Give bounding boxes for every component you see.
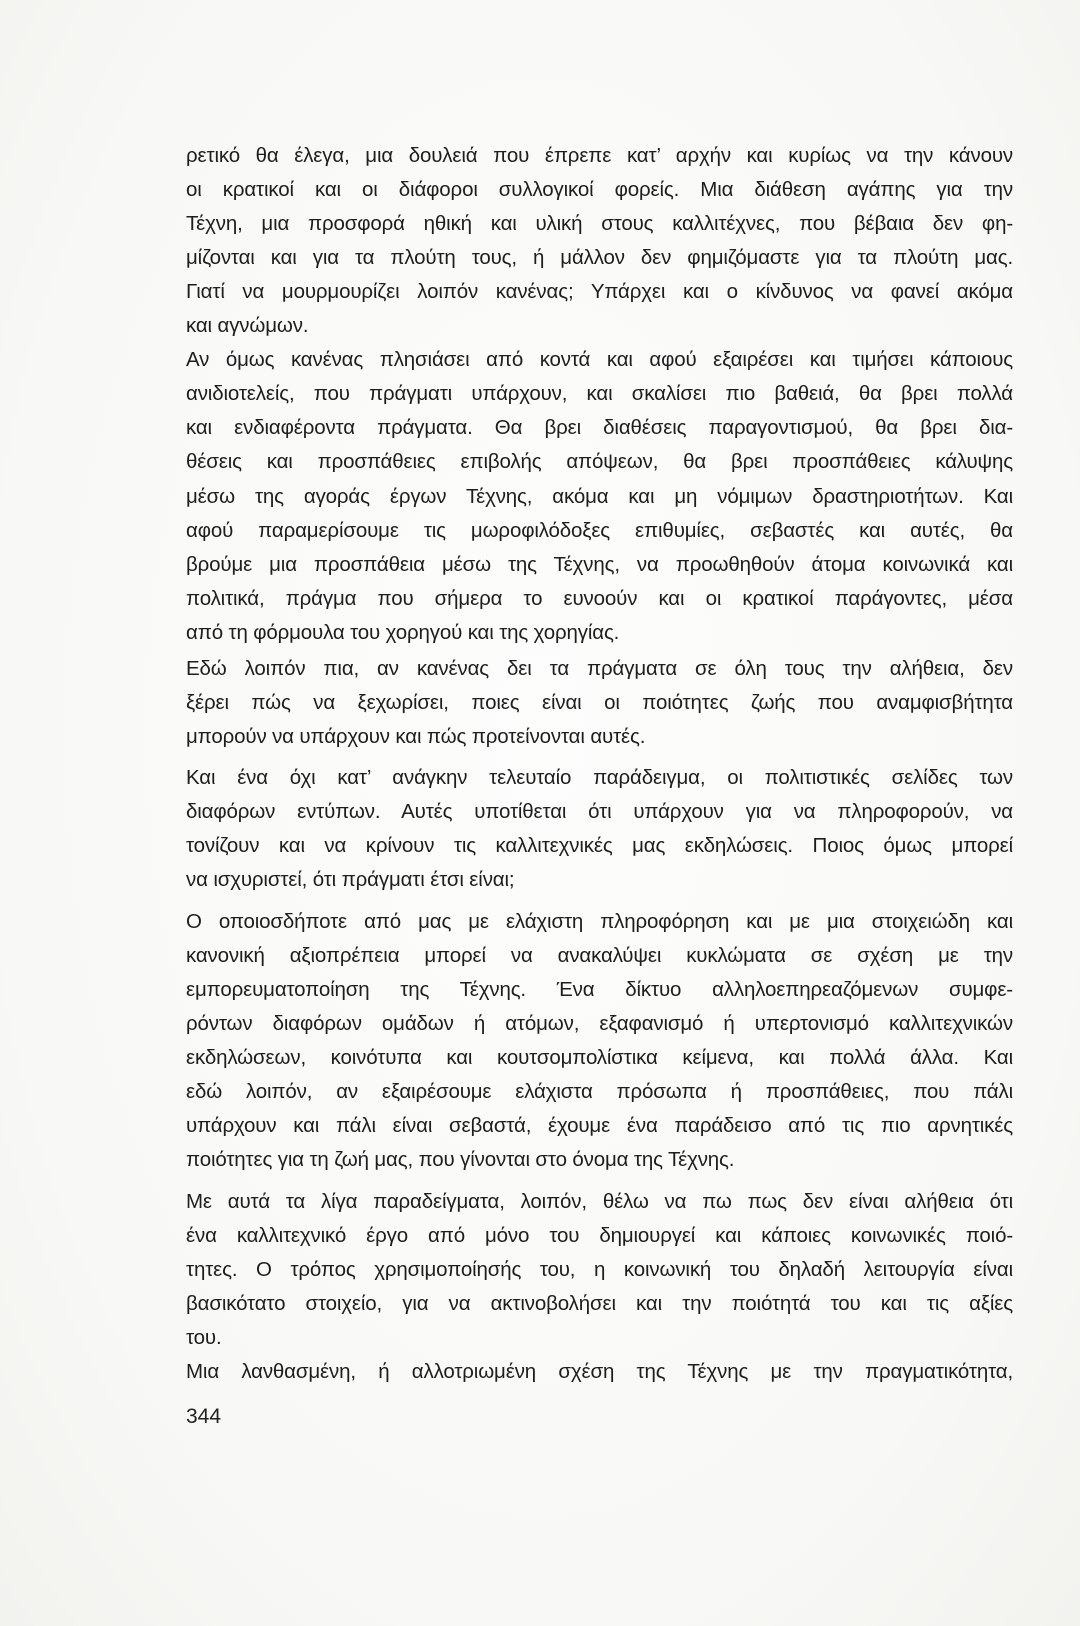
text-line: εμπορευματοποίηση της Τέχνης. Ένα δίκτυο αλληλοεπηρεαζόμενων συμφε- <box>186 978 1013 1001</box>
text-line: κανονική αξιοπρέπεια μπορεί να ανακαλύψει κυκλώματα σε σχέση με την <box>186 944 1013 967</box>
text-line: Αν όμως κανένας πλησιάσει από κοντά και αφού εξαιρέσει και τιμήσει κάποιους <box>186 348 1013 371</box>
text-line: από τη φόρμουλα του χορηγού και της χορηγίας. <box>186 621 620 644</box>
text-line: εκδηλώσεων, κοινότυπα και κουτσομπολίστικα κείμενα, και πολλά άλλα. Και <box>186 1046 1013 1069</box>
text-line: και ενδιαφέροντα πράγματα. Θα βρει διαθέσεις παραγοντισμού, θα βρει δια- <box>186 416 1013 439</box>
text-line: τονίζουν και να κρίνουν τις καλλιτεχνικές μας εκδηλώσεις. Ποιος όμως μπορεί <box>186 834 1013 857</box>
text-line: ρετικό θα έλεγα, μια δουλειά που έπρεπε κατ’ αρχήν και κυρίως να την κάνουν <box>186 144 1013 167</box>
text-line: βασικότατο στοιχείο, για να ακτινοβολήσει και την ποιότητά του και τις αξίες <box>186 1292 1013 1315</box>
text-line: μέσω της αγοράς έργων Τέχνης, ακόμα και μη νόμιμων δραστηριοτήτων. Και <box>186 485 1013 508</box>
text-line: ανιδιοτελείς, που πράγματι υπάρχουν, και σκαλίσει πιο βαθειά, θα βρει πολλά <box>186 382 1013 405</box>
text-line: Και ένα όχι κατ’ ανάγκην τελευταίο παράδειγμα, οι πολιτιστικές σελίδες των <box>186 766 1013 789</box>
text-line: ξέρει πώς να ξεχωρίσει, ποιες είναι οι ποιότητες ζωής που αναμφισβήτητα <box>186 691 1013 714</box>
text-line: Τέχνη, μια προσφορά ηθική και υλική στους καλλιτέχνες, που βέβαια δεν φη- <box>186 212 1013 235</box>
text-line: Εδώ λοιπόν πια, αν κανένας δει τα πράγματα σε όλη τους την αλήθεια, δεν <box>186 657 1013 680</box>
text-line: ρόντων διαφόρων ομάδων ή ατόμων, εξαφανισμό ή υπερτονισμό καλλιτεχνικών <box>186 1012 1013 1035</box>
text-line: Μια λανθασμένη, ή αλλοτριωμένη σχέση της Τέχνης με την πραγματικότητα, <box>186 1360 1013 1383</box>
text-line: υπάρχουν και πάλι είναι σεβαστά, έχουμε ένα παράδεισο από τις πιο αρνητικές <box>186 1114 1013 1137</box>
text-line: Ο οποιοσδήποτε από μας με ελάχιστη πληροφόρηση και με μια στοιχειώδη και <box>186 910 1013 933</box>
text-line: αφού παραμερίσουμε τις μωροφιλόδοξες επιθυμίες, σεβαστές και αυτές, θα <box>186 519 1013 542</box>
text-line: θέσεις και προσπάθειες επιβολής απόψεων, θα βρει προσπάθειες κάλυψης <box>186 450 1013 473</box>
text-line: ένα καλλιτεχνικό έργο από μόνο του δημιουργεί και κάποιες κοινωνικές ποιό- <box>186 1224 1013 1247</box>
text-line: οι κρατικοί και οι διάφοροι συλλογικοί φορείς. Μια διάθεση αγάπης για την <box>186 178 1013 201</box>
text-line: και αγνώμων. <box>186 314 309 337</box>
text-line: πολιτικά, πράγμα που σήμερα το ευνοούν και οι κρατικοί παράγοντες, μέσα <box>186 587 1013 610</box>
text-line: Με αυτά τα λίγα παραδείγματα, λοιπόν, θέλω να πω πως δεν είναι αλήθεια ότι <box>186 1190 1013 1213</box>
text-line: μίζονται και για τα πλούτη τους, ή μάλλον δεν φημιζόμαστε για τα πλούτη μας. <box>186 246 1013 269</box>
text-line: βρούμε μια προσπάθεια μέσω της Τέχνης, να προωθηθούν άτομα κοινωνικά και <box>186 553 1013 576</box>
text-line: διαφόρων εντύπων. Αυτές υποτίθεται ότι υπάρχουν για να πληροφορούν, να <box>186 800 1013 823</box>
page-number: 344 <box>186 1405 222 1428</box>
text-line: μπορούν να υπάρχουν και πώς προτείνονται αυτές. <box>186 725 646 748</box>
text-line: εδώ λοιπόν, αν εξαιρέσουμε ελάχιστα πρόσωπα ή προσπάθειες, που πάλι <box>186 1080 1013 1103</box>
text-line: Γιατί να μουρμουρίζει λοιπόν κανένας; Υπάρχει και ο κίνδυνος να φανεί ακόμα <box>186 280 1013 303</box>
text-line: τητες. Ο τρόπος χρησιμοποίησής του, η κοινωνική του δηλαδή λειτουργία είναι <box>186 1258 1013 1281</box>
text-line: ποιότητες για τη ζωή μας, που γίνονται στο όνομα της Τέχνης. <box>186 1148 735 1171</box>
text-line: να ισχυριστεί, ότι πράγματι έτσι είναι; <box>186 868 515 891</box>
text-line: του. <box>186 1326 222 1349</box>
